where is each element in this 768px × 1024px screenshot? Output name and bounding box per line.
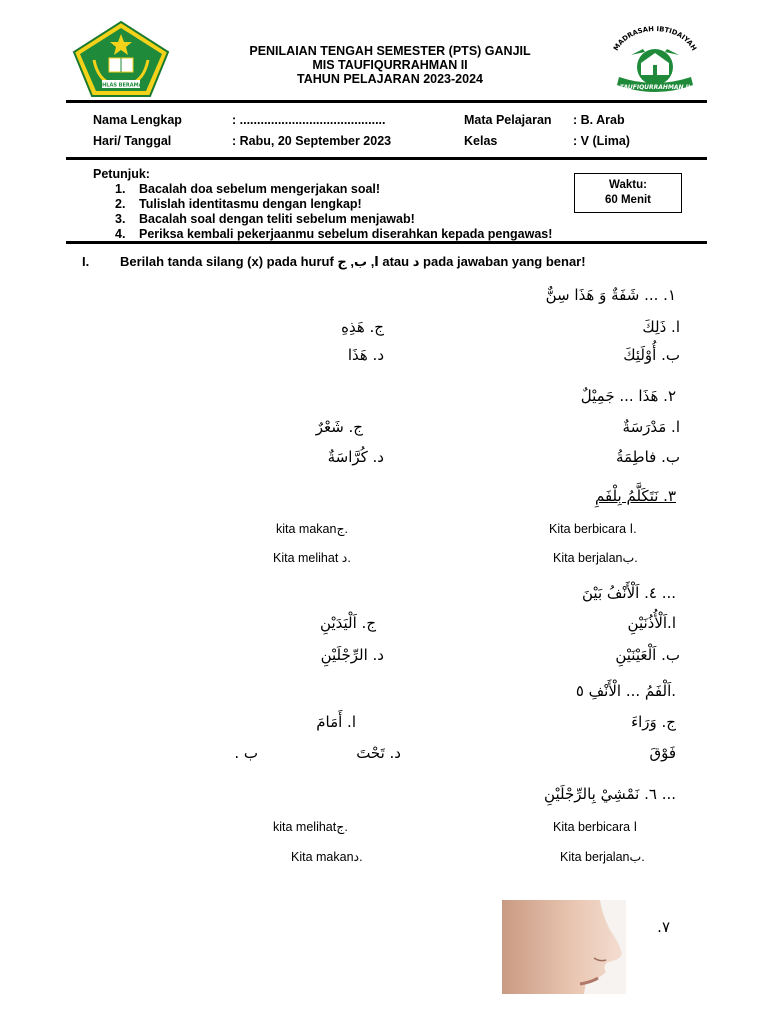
q4-option-a: ا.اَلْأُذُنَيْنِ	[627, 614, 676, 632]
petunjuk-title: Petunjuk:	[93, 167, 150, 181]
petunjuk-item: 2. Tulislah identitasmu dengan lengkap!	[115, 197, 362, 211]
q5-option-b-letter: ب .	[234, 744, 258, 762]
section-number: I.	[82, 254, 90, 269]
kelas-value: : V (Lima)	[573, 134, 630, 148]
nose-image	[502, 900, 626, 994]
petunjuk-item: 1. Bacalah doa sebelum mengerjakan soal!	[115, 182, 381, 196]
question-2: ٢. هَذَا ... جَمِيْلٌ	[580, 387, 676, 405]
logo-right-top: MADRASAH IBTIDAIYAH	[611, 25, 699, 53]
q5-option-a: ا. أَمَامَ	[316, 713, 356, 731]
waktu-label: Waktu:	[609, 179, 647, 191]
header-line-3: TAHUN PELAJARAN 2023-2024	[297, 72, 483, 86]
logo-left-text: IKHLAS BERAMAL	[96, 82, 146, 89]
nama-value: : ..........................................	[232, 113, 386, 127]
question-3: ٣. نَتَكَلَّمُ بِلْفَمِ	[594, 487, 676, 505]
q6-option-c: kita melihatج.	[273, 820, 348, 834]
q3-option-c: kita makanج.	[276, 522, 349, 536]
q5-option-b-word: فَوْقَ	[649, 744, 676, 762]
header-line-2: MIS TAUFIQURRAHMAN II	[312, 58, 468, 72]
section-instruction: Berilah tanda silang (x) pada huruf ا, ب, ج atau د pada jawaban yang benar!	[120, 254, 586, 269]
petunjuk-item: 3. Bacalah soal dengan teliti sebelum menjawab!	[115, 212, 415, 226]
q1-option-d: د. هَذَا	[347, 346, 384, 364]
petunjuk-list	[115, 182, 552, 242]
q2-option-c: ج. شَعْرٌ	[315, 418, 363, 436]
hari-value: : Rabu, 20 September 2023	[232, 134, 392, 148]
q1-option-a: ا. ذَلِكَ	[642, 318, 680, 336]
mapel-label: Mata Pelajaran	[464, 113, 552, 127]
logo-right-bottom: TAUFIQURRAHMAN II	[619, 84, 691, 91]
madrasah-logo	[607, 25, 703, 101]
waktu-box	[574, 173, 682, 213]
q6-option-b: Kita berjalanب.	[560, 850, 645, 864]
question-4: ... ٤. اَلْأَنْفُ بَيْنَ	[582, 584, 676, 602]
nama-label: Nama Lengkap	[93, 113, 182, 127]
q3-option-d: Kita melihat د.	[273, 551, 351, 565]
header-divider	[66, 100, 707, 103]
header-title	[150, 44, 630, 86]
q1-option-c: ج. هَذِهِ	[341, 318, 384, 336]
q6-option-a: Kita berbicara ا	[553, 820, 638, 834]
question-1: ١. ... شَفَةٌ وَ هَذَا سِنٌّ	[545, 286, 676, 304]
svg-text:MADRASAH IBTIDAIYAH	[612, 25, 698, 52]
petunjuk-item: 4. Periksa kembali pekerjaanmu sebelum diserahkan kepada pengawas!	[115, 227, 553, 241]
waktu-value: 60 Menit	[604, 194, 651, 206]
q5-option-c: ج. وَرَاءَ	[631, 713, 676, 731]
header-line-1: PENILAIAN TENGAH SEMESTER (PTS) GANJIL	[249, 44, 531, 58]
q6-option-d: Kita makanد.	[291, 850, 363, 864]
q5-option-d: د. تَحْتَ	[356, 744, 401, 762]
fields-divider	[66, 157, 707, 160]
kelas-label: Kelas	[464, 134, 498, 148]
q2-option-a: ا. مَدْرَسَةٌ	[622, 418, 680, 436]
q3-option-a: Kita berbicara ا.	[549, 522, 637, 536]
q1-option-b: ب. أُوْلَئِكَ	[623, 346, 680, 364]
question-6: ... ٦. نَمْشِيْ بِالرِّجْلَيْنِ	[544, 785, 676, 803]
question-5: .اَلْفَمُ ... الْأَنْفِ ٥	[575, 682, 676, 700]
hari-label: Hari/ Tanggal	[93, 134, 172, 148]
q2-option-b: ب. فاطِمَةُ	[615, 448, 680, 466]
q4-option-b: ب. اَلْعَيْنَيْنِ	[615, 646, 680, 664]
q4-option-c: ج. اَلْيَدَيْنِ	[320, 614, 376, 632]
q2-option-d: د. كُرَّاسَةٌ	[327, 448, 384, 466]
q3-option-b: Kita berjalanب.	[553, 551, 638, 565]
q4-option-d: د. الرِّجْلَيْنِ	[320, 646, 384, 664]
question-7-number: ٧.	[657, 918, 670, 936]
mapel-value: : B. Arab	[573, 113, 625, 127]
